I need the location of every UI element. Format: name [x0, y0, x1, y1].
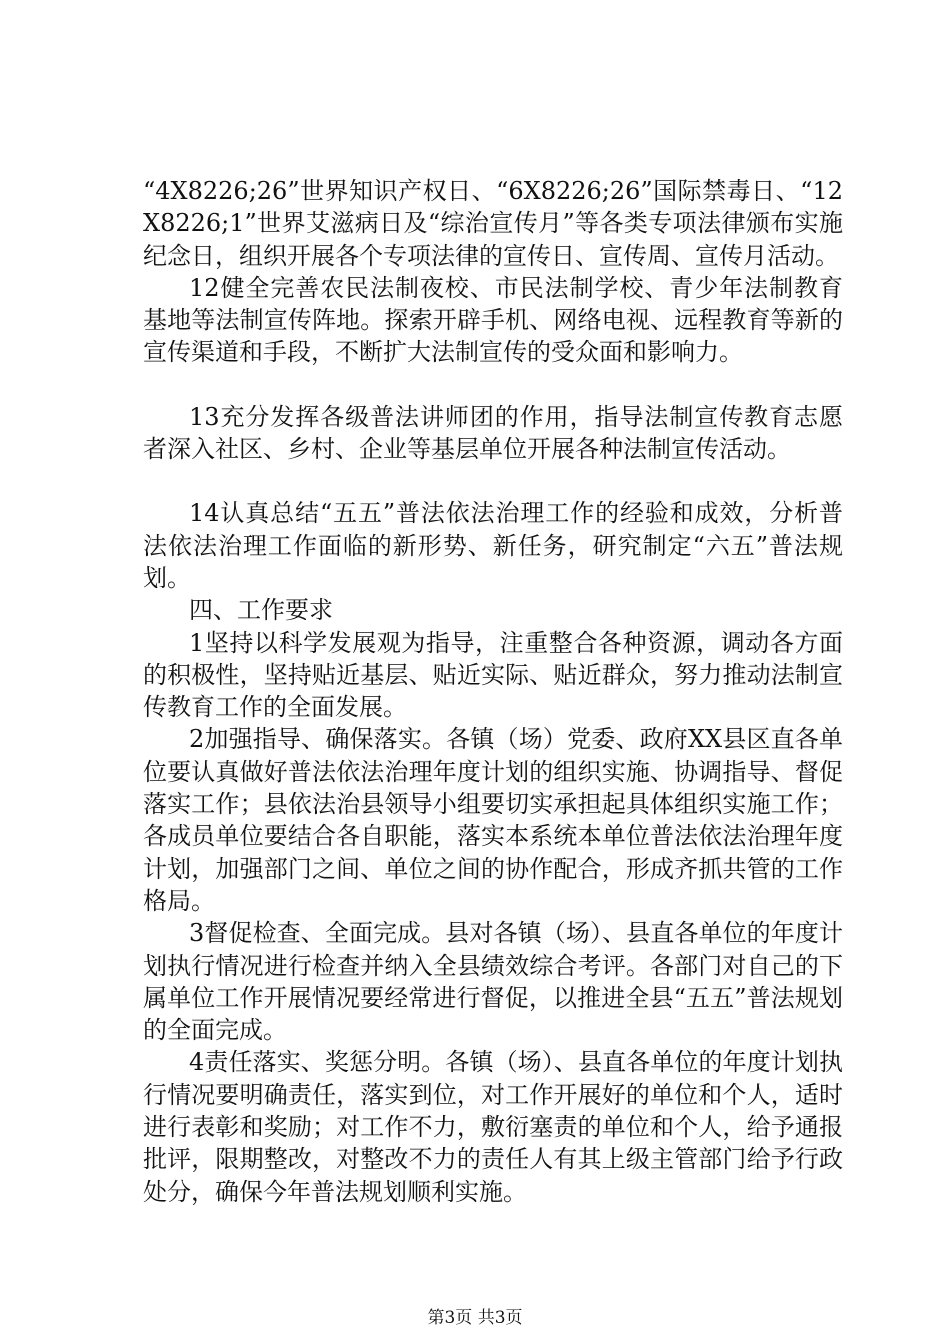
paragraph-legal-days: “4X8226;26”世界知识产权日、“6X8226;26”国际禁毒日、“12X8226;1”世界艾滋病日及“综治宣传月”等各类专项法律颁布实施纪念日，组织开展各个专项法律的宣传日、宣传周、宣传月活动。	[143, 177, 843, 270]
paragraph-requirement-2: 2加强指导、确保落实。各镇（场）党委、政府XX县区直各单位要认真做好普法依法治理年度计划的组织实施、协调指导、督促落实工作；县依法治县领导小组要切实承担起具体组织实施工作；各成员单位要结合各自职能，落实本系统本单位普法依法治理年度计划，加强部门之间、单位之间的协作配合，形成齐抓共管的工作格局。	[143, 725, 843, 915]
paragraph-item-14: 14认真总结“五五”普法依法治理工作的经验和成效，分析普法依法治理工作面临的新形势、新任务，研究制定“六五”普法规划。	[143, 499, 843, 592]
page-number-footer: 第3页 共3页	[427, 1308, 523, 1328]
paragraph-requirement-3: 3督促检查、全面完成。县对各镇（场）、县直各单位的年度计划执行情况进行检查并纳入全县绩效综合考评。各部门对自己的下属单位工作开展情况要经常进行督促，以推进全县“五五”普法规划的全面完成。	[143, 919, 843, 1045]
paragraph-spacer	[143, 465, 843, 497]
section-heading-work-requirements: 四、工作要求	[189, 596, 333, 625]
document-body	[143, 175, 843, 1208]
paragraph-requirement-4: 4责任落实、奖惩分明。各镇（场）、县直各单位的年度计划执行情况要明确责任，落实到位，对工作开展好的单位和个人，适时进行表彰和奖励；对工作不力，敷衍塞责的单位和个人，给予通报批评，限期整改，对整改不力的责任人有其上级主管部门给予行政处分，确保今年普法规划顺利实施。	[143, 1048, 843, 1206]
paragraph-requirement-1: 1坚持以科学发展观为指导，注重整合各种资源，调动各方面的积极性，坚持贴近基层、贴近实际、贴近群众，努力推动法制宣传教育工作的全面发展。	[143, 628, 843, 722]
paragraph-item-12: 12健全完善农民法制夜校、市民法制学校、青少年法制教育基地等法制宣传阵地。探索开辟手机、网络电视、远程教育等新的宣传渠道和手段，不断扩大法制宣传的受众面和影响力。	[143, 273, 843, 367]
paragraph-item-13: 13充分发挥各级普法讲师团的作用，指导法制宣传教育志愿者深入社区、乡村、企业等基层单位开展各种法制宣传活动。	[143, 402, 843, 464]
paragraph-spacer	[143, 369, 843, 401]
